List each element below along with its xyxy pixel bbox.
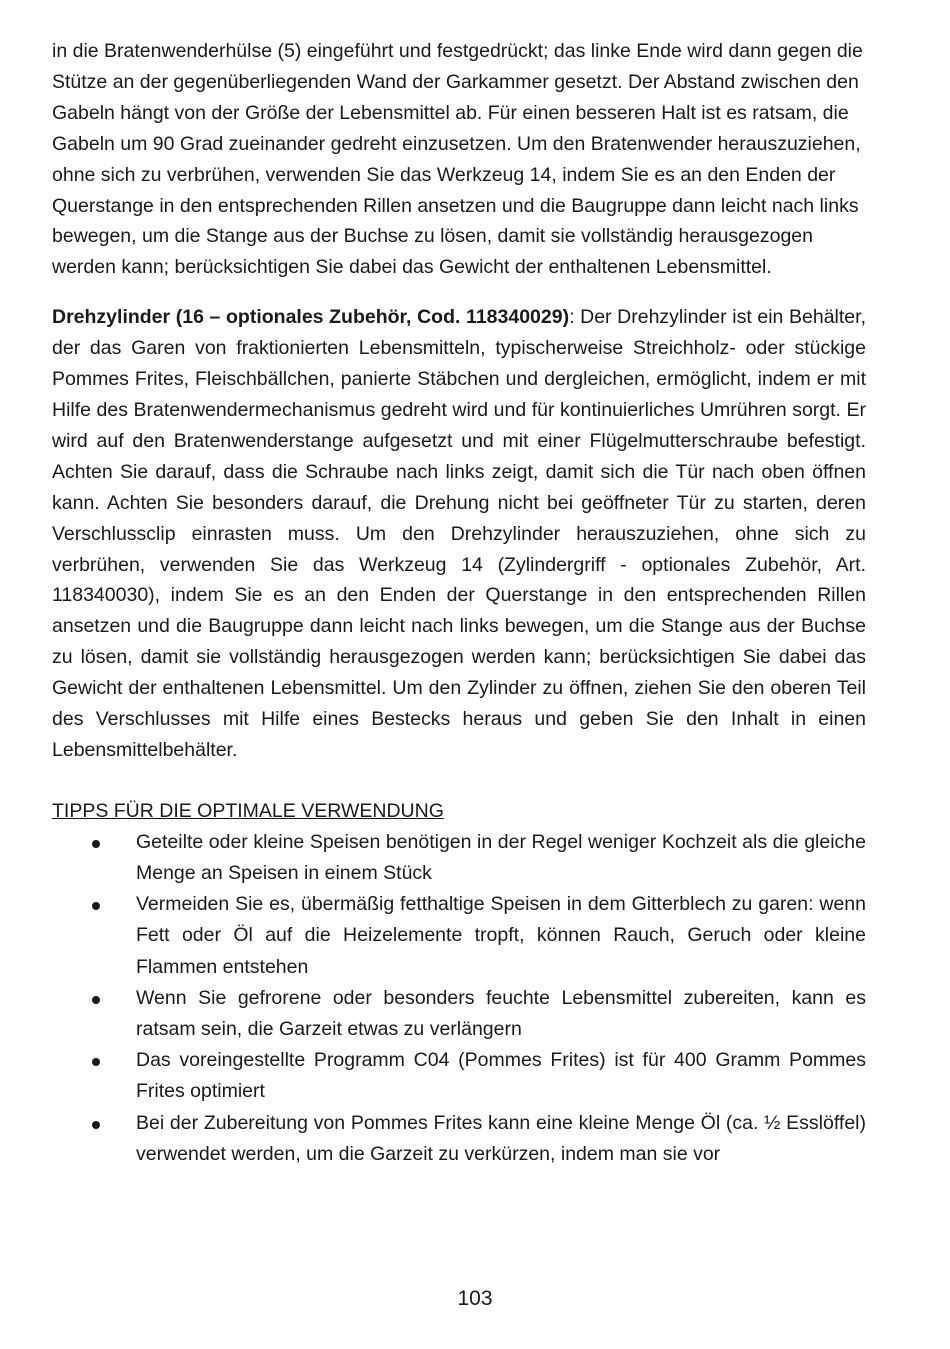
paragraph-rotating-cylinder-title: Drehzylinder (16 – optionales Zubehör, Cod. 118340029): [52, 306, 570, 329]
bullet-icon: [92, 1121, 100, 1129]
tips-list-item: [52, 827, 866, 889]
paragraph-rotating-cylinder: [52, 302, 866, 766]
paragraph-rotisserie-instructions: in die Bratenwenderhülse (5) eingeführt und festgedrückt; das linke Ende wird dann gegen die Stütze an der gegenüberliegenden Wand der Garkammer gesetzt. Der Abstand zwischen den Gabeln hängt von der Größe der Lebensmittel ab. Für einen besseren Halt ist es ratsam, die Gabeln um 90 Grad zueinander gedreht einzusetzen. Um den Bratenwender herauszuziehen, ohne sich zu verbrühen, verwenden Sie das Werkzeug 14, indem Sie es an den Enden der Querstange in den entsprechenden Rillen ansetzen und die Baugruppe dann leicht nach links bewegen, um die Stange aus der Buchse zu lösen, damit sie vollständig herausgezogen werden kann; berücksichtigen Sie dabei das Gewicht der enthaltenen Lebensmittel.: [52, 40, 863, 279]
paragraph-rotating-cylinder-body: : Der Drehzylinder ist ein Behälter, der das Garen von fraktionierten Lebensmitteln, typischerweise Streichholz- oder stückige Pommes Frites, Fleischbällchen, panierte Stäbchen und dergleichen, ermöglicht, indem er mit Hilfe des Bratenwendermechanismus gedreht wird und für kontinuierliches Umrühren sorgt. Er wird auf den Bratenwenderstange aufgesetzt und mit einer Flügelmutterschraube befestigt. Achten Sie darauf, dass die Schraube nach links zeigt, damit sich die Tür nach oben öffnen kann. Achten Sie besonders darauf, die Drehung nicht bei geöffneter Tür zu starten, deren Verschlussclip einrasten muss. Um den Drehzylinder herauszuziehen, ohne sich zu verbrühen, verwenden Sie das Werkzeug 14 (Zylindergriff - optionales Zubehör, Art. 118340030), indem Sie es an den Enden der Querstange in den entsprechenden Rillen ansetzen und die Baugruppe dann leicht nach links bewegen, um die Stange aus der Buchse zu lösen, damit sie vollständig herausgezogen werden kann; berücksichtigen Sie dabei das Gewicht der enthaltenen Lebensmittel. Um den Zylinder zu öffnen, ziehen Sie den oberen Teil des Verschlusses mit Hilfe eines Bestecks heraus und geben Sie den Inhalt in einen Lebensmittelbehälter.: [52, 306, 866, 761]
tips-list-item: [52, 1108, 866, 1170]
tips-list-item: [52, 1045, 866, 1107]
bullet-icon: [92, 902, 100, 910]
tips-list-item-text: Bei der Zubereitung von Pommes Frites kann eine kleine Menge Öl (ca. ½ Esslöffel) verwendet werden, um die Garzeit zu verkürzen, indem man sie vor: [136, 1111, 866, 1165]
tips-list-item-text: Vermeiden Sie es, übermäßig fetthaltige Speisen in dem Gitterblech zu garen: wenn Fett oder Öl auf die Heizelemente tropft, können Rauch, Geruch oder kleine Flammen entstehen: [136, 893, 866, 978]
document-page: [52, 36, 866, 1170]
tips-list-item-text: Geteilte oder kleine Speisen benötigen in der Regel weniger Kochzeit als die gleiche Menge an Speisen in einem Stück: [136, 830, 866, 884]
bullet-icon: [92, 840, 100, 848]
page-number: 103: [457, 1287, 493, 1310]
bullet-icon: [92, 1058, 100, 1066]
tips-list: [52, 827, 866, 1170]
tips-list-item: [52, 983, 866, 1045]
tips-list-item-text: Das voreingestellte Programm C04 (Pommes Frites) ist für 400 Gramm Pommes Frites optimiert: [136, 1049, 866, 1103]
tips-heading: TIPPS FÜR DIE OPTIMALE VERWENDUNG: [52, 799, 444, 822]
tips-list-item-text: Wenn Sie gefrorene oder besonders feuchte Lebensmittel zubereiten, kann es ratsam sein, die Garzeit etwas zu verlängern: [136, 986, 866, 1040]
tips-list-item: [52, 889, 866, 983]
bullet-icon: [92, 996, 100, 1004]
